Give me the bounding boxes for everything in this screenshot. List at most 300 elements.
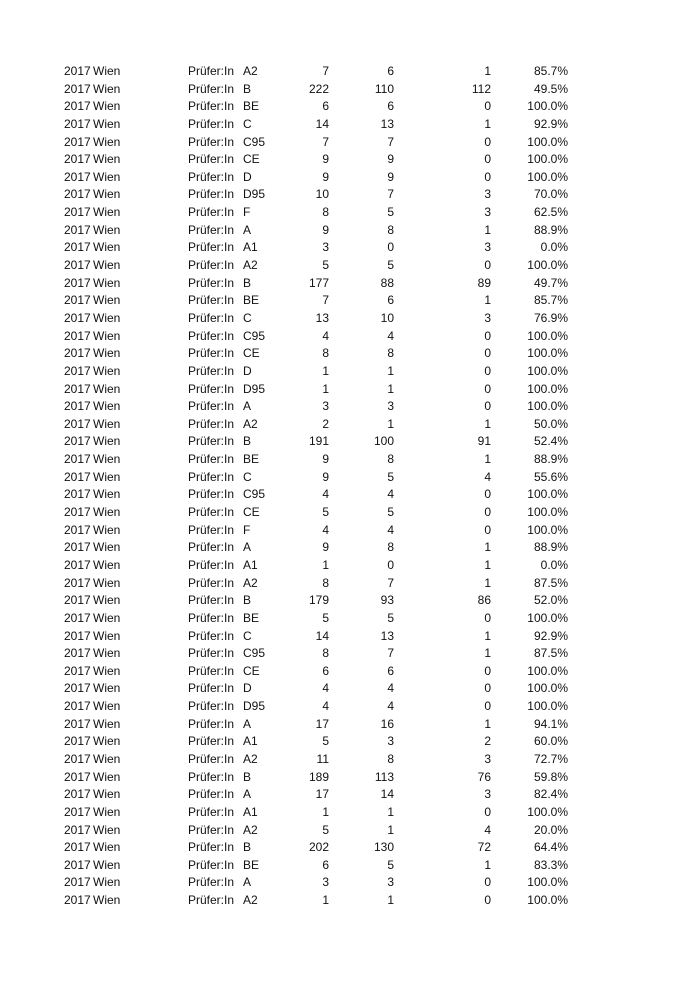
table-row — [0, 63, 700, 81]
license-class-cell: A1 — [243, 804, 258, 819]
role-cell: Prüfer:In — [188, 628, 235, 643]
table-row — [0, 733, 700, 751]
failed-count-cell: 1 — [484, 857, 491, 872]
passed-count-cell: 4 — [387, 328, 394, 343]
pass-rate-cell: 59.8% — [533, 769, 568, 784]
total-count-cell: 4 — [322, 522, 329, 537]
passed-count-cell: 1 — [387, 416, 394, 431]
pass-rate-cell: 100.0% — [527, 363, 568, 378]
year-cell: 2017 — [64, 64, 91, 78]
table-row — [0, 645, 700, 663]
pass-rate-cell: 83.3% — [533, 857, 568, 872]
license-class-cell: CE — [243, 346, 260, 361]
city-cell: Wien — [93, 81, 121, 96]
license-class-cell: D — [243, 169, 252, 184]
year-cell: 2017 — [64, 222, 91, 237]
total-count-cell: 9 — [322, 152, 329, 167]
total-count-cell: 14 — [315, 628, 329, 643]
city-cell: Wien — [93, 699, 121, 714]
city-cell: Wien — [93, 716, 121, 731]
table-row — [0, 186, 700, 204]
city-cell: Wien — [93, 787, 121, 802]
table-row — [0, 874, 700, 892]
table-row — [0, 169, 700, 187]
failed-count-cell: 0 — [484, 258, 491, 273]
pass-rate-cell: 55.6% — [533, 469, 568, 484]
year-cell: 2017 — [64, 416, 91, 431]
license-class-cell: C95 — [243, 487, 266, 502]
failed-count-cell: 0 — [484, 169, 491, 184]
license-class-cell: B — [243, 81, 252, 96]
failed-count-cell: 1 — [484, 64, 491, 78]
total-count-cell: 1 — [322, 893, 329, 908]
role-cell: Prüfer:In — [188, 64, 235, 78]
year-cell: 2017 — [64, 487, 91, 502]
city-cell: Wien — [93, 116, 121, 131]
role-cell: Prüfer:In — [188, 734, 235, 749]
table-row — [0, 398, 700, 416]
total-count-cell: 8 — [322, 346, 329, 361]
role-cell: Prüfer:In — [188, 116, 235, 131]
role-cell: Prüfer:In — [188, 134, 235, 149]
pass-rate-cell: 0.0% — [540, 240, 568, 255]
passed-count-cell: 6 — [387, 293, 394, 308]
pass-rate-cell: 100.0% — [527, 875, 568, 890]
role-cell: Prüfer:In — [188, 363, 235, 378]
passed-count-cell: 93 — [380, 593, 394, 608]
license-class-cell: A2 — [243, 822, 258, 837]
year-cell: 2017 — [64, 875, 91, 890]
year-cell: 2017 — [64, 452, 91, 467]
passed-count-cell: 5 — [387, 610, 394, 625]
passed-count-cell: 8 — [387, 222, 394, 237]
city-cell: Wien — [93, 99, 121, 114]
city-cell: Wien — [93, 469, 121, 484]
year-cell: 2017 — [64, 787, 91, 802]
license-class-cell: A — [243, 399, 252, 414]
passed-count-cell: 8 — [387, 540, 394, 555]
role-cell: Prüfer:In — [188, 469, 235, 484]
passed-count-cell: 1 — [387, 804, 394, 819]
failed-count-cell: 89 — [477, 275, 491, 290]
failed-count-cell: 0 — [484, 699, 491, 714]
total-count-cell: 9 — [322, 540, 329, 555]
license-class-cell: D95 — [243, 699, 266, 714]
license-class-cell: A2 — [243, 258, 258, 273]
year-cell: 2017 — [64, 81, 91, 96]
year-cell: 2017 — [64, 169, 91, 184]
role-cell: Prüfer:In — [188, 275, 235, 290]
passed-count-cell: 0 — [387, 240, 394, 255]
total-count-cell: 17 — [315, 787, 329, 802]
license-class-cell: D95 — [243, 381, 266, 396]
total-count-cell: 8 — [322, 575, 329, 590]
passed-count-cell: 9 — [387, 152, 394, 167]
year-cell: 2017 — [64, 804, 91, 819]
role-cell: Prüfer:In — [188, 610, 235, 625]
license-class-cell: A — [243, 222, 252, 237]
pass-rate-cell: 100.0% — [527, 99, 568, 114]
pass-rate-cell: 0.0% — [540, 557, 568, 572]
license-class-cell: A2 — [243, 575, 258, 590]
total-count-cell: 189 — [308, 769, 329, 784]
role-cell: Prüfer:In — [188, 328, 235, 343]
failed-count-cell: 0 — [484, 663, 491, 678]
year-cell: 2017 — [64, 240, 91, 255]
failed-count-cell: 0 — [484, 893, 491, 908]
total-count-cell: 5 — [322, 734, 329, 749]
total-count-cell: 13 — [315, 310, 329, 325]
role-cell: Prüfer:In — [188, 81, 235, 96]
table-row — [0, 892, 700, 910]
total-count-cell: 4 — [322, 328, 329, 343]
table-row — [0, 716, 700, 734]
city-cell: Wien — [93, 557, 121, 572]
data-table — [0, 63, 700, 910]
pass-rate-cell: 52.4% — [533, 434, 568, 449]
license-class-cell: A1 — [243, 734, 258, 749]
passed-count-cell: 13 — [380, 116, 394, 131]
role-cell: Prüfer:In — [188, 346, 235, 361]
total-count-cell: 11 — [316, 751, 329, 766]
pass-rate-cell: 100.0% — [527, 152, 568, 167]
table-row — [0, 698, 700, 716]
total-count-cell: 7 — [322, 64, 329, 78]
city-cell: Wien — [93, 505, 121, 520]
role-cell: Prüfer:In — [188, 681, 235, 696]
license-class-cell: A — [243, 787, 252, 802]
failed-count-cell: 1 — [484, 222, 491, 237]
failed-count-cell: 72 — [477, 840, 491, 855]
passed-count-cell: 0 — [387, 557, 394, 572]
passed-count-cell: 110 — [374, 81, 394, 96]
failed-count-cell: 1 — [484, 557, 491, 572]
year-cell: 2017 — [64, 699, 91, 714]
role-cell: Prüfer:In — [188, 152, 235, 167]
city-cell: Wien — [93, 64, 121, 78]
total-count-cell: 1 — [322, 381, 329, 396]
license-class-cell: B — [243, 840, 252, 855]
passed-count-cell: 9 — [387, 169, 394, 184]
license-class-cell: CE — [243, 152, 260, 167]
license-class-cell: BE — [243, 99, 260, 114]
table-row — [0, 628, 700, 646]
license-class-cell: A — [243, 875, 252, 890]
failed-count-cell: 0 — [484, 505, 491, 520]
role-cell: Prüfer:In — [188, 222, 235, 237]
total-count-cell: 1 — [322, 363, 329, 378]
year-cell: 2017 — [64, 258, 91, 273]
year-cell: 2017 — [64, 152, 91, 167]
year-cell: 2017 — [64, 346, 91, 361]
table-row — [0, 416, 700, 434]
failed-count-cell: 0 — [484, 804, 491, 819]
city-cell: Wien — [93, 169, 121, 184]
pass-rate-cell: 70.0% — [533, 187, 568, 202]
city-cell: Wien — [93, 804, 121, 819]
pass-rate-cell: 52.0% — [533, 593, 568, 608]
total-count-cell: 1 — [322, 804, 329, 819]
table-row — [0, 363, 700, 381]
role-cell: Prüfer:In — [188, 593, 235, 608]
city-cell: Wien — [93, 134, 121, 149]
table-row — [0, 292, 700, 310]
pass-rate-cell: 100.0% — [527, 399, 568, 414]
total-count-cell: 6 — [322, 663, 329, 678]
passed-count-cell: 3 — [387, 734, 394, 749]
pass-rate-cell: 85.7% — [533, 64, 568, 78]
table-row — [0, 663, 700, 681]
failed-count-cell: 86 — [477, 593, 491, 608]
city-cell: Wien — [93, 399, 121, 414]
table-row — [0, 469, 700, 487]
passed-count-cell: 7 — [387, 134, 394, 149]
total-count-cell: 3 — [322, 875, 329, 890]
total-count-cell: 3 — [322, 399, 329, 414]
table-row — [0, 804, 700, 822]
table-row — [0, 839, 700, 857]
city-cell: Wien — [93, 275, 121, 290]
pass-rate-cell: 85.7% — [533, 293, 568, 308]
failed-count-cell: 0 — [484, 875, 491, 890]
year-cell: 2017 — [64, 434, 91, 449]
city-cell: Wien — [93, 363, 121, 378]
total-count-cell: 10 — [315, 187, 329, 202]
pass-rate-cell: 100.0% — [527, 663, 568, 678]
table-row — [0, 222, 700, 240]
failed-count-cell: 0 — [484, 681, 491, 696]
total-count-cell: 5 — [322, 822, 329, 837]
license-class-cell: A1 — [243, 557, 258, 572]
total-count-cell: 14 — [315, 116, 329, 131]
table-row — [0, 522, 700, 540]
table-row — [0, 539, 700, 557]
city-cell: Wien — [93, 540, 121, 555]
role-cell: Prüfer:In — [188, 522, 235, 537]
table-row — [0, 116, 700, 134]
table-row — [0, 822, 700, 840]
table-row — [0, 151, 700, 169]
passed-count-cell: 4 — [387, 487, 394, 502]
failed-count-cell: 0 — [484, 610, 491, 625]
table-row — [0, 451, 700, 469]
table-row — [0, 345, 700, 363]
passed-count-cell: 7 — [387, 575, 394, 590]
failed-count-cell: 1 — [484, 628, 491, 643]
role-cell: Prüfer:In — [188, 381, 235, 396]
total-count-cell: 9 — [322, 169, 329, 184]
pass-rate-cell: 100.0% — [527, 681, 568, 696]
pass-rate-cell: 20.0% — [533, 822, 568, 837]
city-cell: Wien — [93, 646, 121, 661]
passed-count-cell: 3 — [387, 875, 394, 890]
city-cell: Wien — [93, 187, 121, 202]
city-cell: Wien — [93, 434, 121, 449]
license-class-cell: A1 — [243, 240, 258, 255]
pass-rate-cell: 87.5% — [533, 646, 568, 661]
total-count-cell: 17 — [315, 716, 329, 731]
city-cell: Wien — [93, 346, 121, 361]
pass-rate-cell: 94.1% — [533, 716, 568, 731]
table-row — [0, 433, 700, 451]
role-cell: Prüfer:In — [188, 751, 235, 766]
passed-count-cell: 7 — [387, 187, 394, 202]
role-cell: Prüfer:In — [188, 505, 235, 520]
table-row — [0, 310, 700, 328]
city-cell: Wien — [93, 381, 121, 396]
pass-rate-cell: 100.0% — [527, 804, 568, 819]
failed-count-cell: 91 — [477, 434, 491, 449]
role-cell: Prüfer:In — [188, 540, 235, 555]
passed-count-cell: 1 — [387, 893, 394, 908]
pass-rate-cell: 100.0% — [527, 522, 568, 537]
city-cell: Wien — [93, 522, 121, 537]
role-cell: Prüfer:In — [188, 187, 235, 202]
license-class-cell: D95 — [243, 187, 266, 202]
pass-rate-cell: 87.5% — [533, 575, 568, 590]
role-cell: Prüfer:In — [188, 822, 235, 837]
passed-count-cell: 1 — [387, 822, 394, 837]
failed-count-cell: 0 — [484, 363, 491, 378]
failed-count-cell: 0 — [484, 487, 491, 502]
license-class-cell: D — [243, 681, 252, 696]
passed-count-cell: 6 — [387, 663, 394, 678]
total-count-cell: 4 — [322, 681, 329, 696]
total-count-cell: 8 — [322, 646, 329, 661]
total-count-cell: 1 — [322, 557, 329, 572]
license-class-cell: BE — [243, 610, 260, 625]
year-cell: 2017 — [64, 469, 91, 484]
city-cell: Wien — [93, 822, 121, 837]
failed-count-cell: 1 — [484, 716, 491, 731]
pass-rate-cell: 100.0% — [527, 487, 568, 502]
city-cell: Wien — [93, 310, 121, 325]
total-count-cell: 6 — [322, 99, 329, 114]
license-class-cell: B — [243, 434, 252, 449]
year-cell: 2017 — [64, 822, 91, 837]
city-cell: Wien — [93, 293, 121, 308]
role-cell: Prüfer:In — [188, 487, 235, 502]
city-cell: Wien — [93, 452, 121, 467]
table-row — [0, 486, 700, 504]
year-cell: 2017 — [64, 134, 91, 149]
failed-count-cell: 3 — [484, 787, 491, 802]
role-cell: Prüfer:In — [188, 99, 235, 114]
total-count-cell: 7 — [322, 293, 329, 308]
total-count-cell: 5 — [322, 505, 329, 520]
table-row — [0, 134, 700, 152]
city-cell: Wien — [93, 487, 121, 502]
pass-rate-cell: 100.0% — [527, 346, 568, 361]
year-cell: 2017 — [64, 505, 91, 520]
city-cell: Wien — [93, 663, 121, 678]
city-cell: Wien — [93, 328, 121, 343]
year-cell: 2017 — [64, 310, 91, 325]
total-count-cell: 5 — [322, 258, 329, 273]
passed-count-cell: 100 — [373, 434, 394, 449]
year-cell: 2017 — [64, 893, 91, 908]
year-cell: 2017 — [64, 716, 91, 731]
city-cell: Wien — [93, 258, 121, 273]
failed-count-cell: 1 — [484, 646, 491, 661]
pass-rate-cell: 88.9% — [533, 222, 568, 237]
failed-count-cell: 1 — [484, 452, 491, 467]
total-count-cell: 7 — [322, 134, 329, 149]
license-class-cell: BE — [243, 452, 260, 467]
failed-count-cell: 0 — [484, 99, 491, 114]
role-cell: Prüfer:In — [188, 646, 235, 661]
role-cell: Prüfer:In — [188, 205, 235, 220]
total-count-cell: 9 — [322, 469, 329, 484]
pass-rate-cell: 100.0% — [527, 258, 568, 273]
passed-count-cell: 13 — [380, 628, 394, 643]
license-class-cell: F — [243, 522, 251, 537]
role-cell: Prüfer:In — [188, 663, 235, 678]
passed-count-cell: 16 — [380, 716, 394, 731]
total-count-cell: 4 — [322, 699, 329, 714]
failed-count-cell: 3 — [484, 205, 491, 220]
total-count-cell: 6 — [322, 857, 329, 872]
failed-count-cell: 0 — [484, 328, 491, 343]
role-cell: Prüfer:In — [188, 699, 235, 714]
pass-rate-cell: 88.9% — [533, 452, 568, 467]
failed-count-cell: 1 — [484, 575, 491, 590]
table-row — [0, 504, 700, 522]
failed-count-cell: 112 — [471, 81, 491, 96]
role-cell: Prüfer:In — [188, 893, 235, 908]
passed-count-cell: 7 — [387, 646, 394, 661]
pass-rate-cell: 100.0% — [527, 699, 568, 714]
pass-rate-cell: 100.0% — [527, 328, 568, 343]
failed-count-cell: 1 — [484, 116, 491, 131]
passed-count-cell: 113 — [374, 769, 394, 784]
pass-rate-cell: 92.9% — [533, 628, 568, 643]
city-cell: Wien — [93, 857, 121, 872]
table-row — [0, 575, 700, 593]
table-row — [0, 680, 700, 698]
table-row — [0, 204, 700, 222]
license-class-cell: B — [243, 593, 252, 608]
year-cell: 2017 — [64, 663, 91, 678]
passed-count-cell: 5 — [387, 505, 394, 520]
table-row — [0, 751, 700, 769]
year-cell: 2017 — [64, 116, 91, 131]
pass-rate-cell: 50.0% — [533, 416, 568, 431]
year-cell: 2017 — [64, 575, 91, 590]
pass-rate-cell: 100.0% — [527, 169, 568, 184]
pass-rate-cell: 100.0% — [527, 381, 568, 396]
pass-rate-cell: 82.4% — [533, 787, 568, 802]
total-count-cell: 179 — [308, 593, 329, 608]
passed-count-cell: 4 — [387, 681, 394, 696]
total-count-cell: 4 — [322, 487, 329, 502]
pass-rate-cell: 76.9% — [533, 310, 568, 325]
pass-rate-cell: 49.5% — [533, 81, 568, 96]
year-cell: 2017 — [64, 751, 91, 766]
city-cell: Wien — [93, 751, 121, 766]
table-row — [0, 275, 700, 293]
license-class-cell: C95 — [243, 134, 266, 149]
license-class-cell: C — [243, 628, 252, 643]
table-row — [0, 769, 700, 787]
license-class-cell: CE — [243, 505, 260, 520]
failed-count-cell: 3 — [484, 751, 491, 766]
passed-count-cell: 6 — [387, 64, 394, 78]
city-cell: Wien — [93, 769, 121, 784]
city-cell: Wien — [93, 593, 121, 608]
year-cell: 2017 — [64, 734, 91, 749]
table-row — [0, 98, 700, 116]
